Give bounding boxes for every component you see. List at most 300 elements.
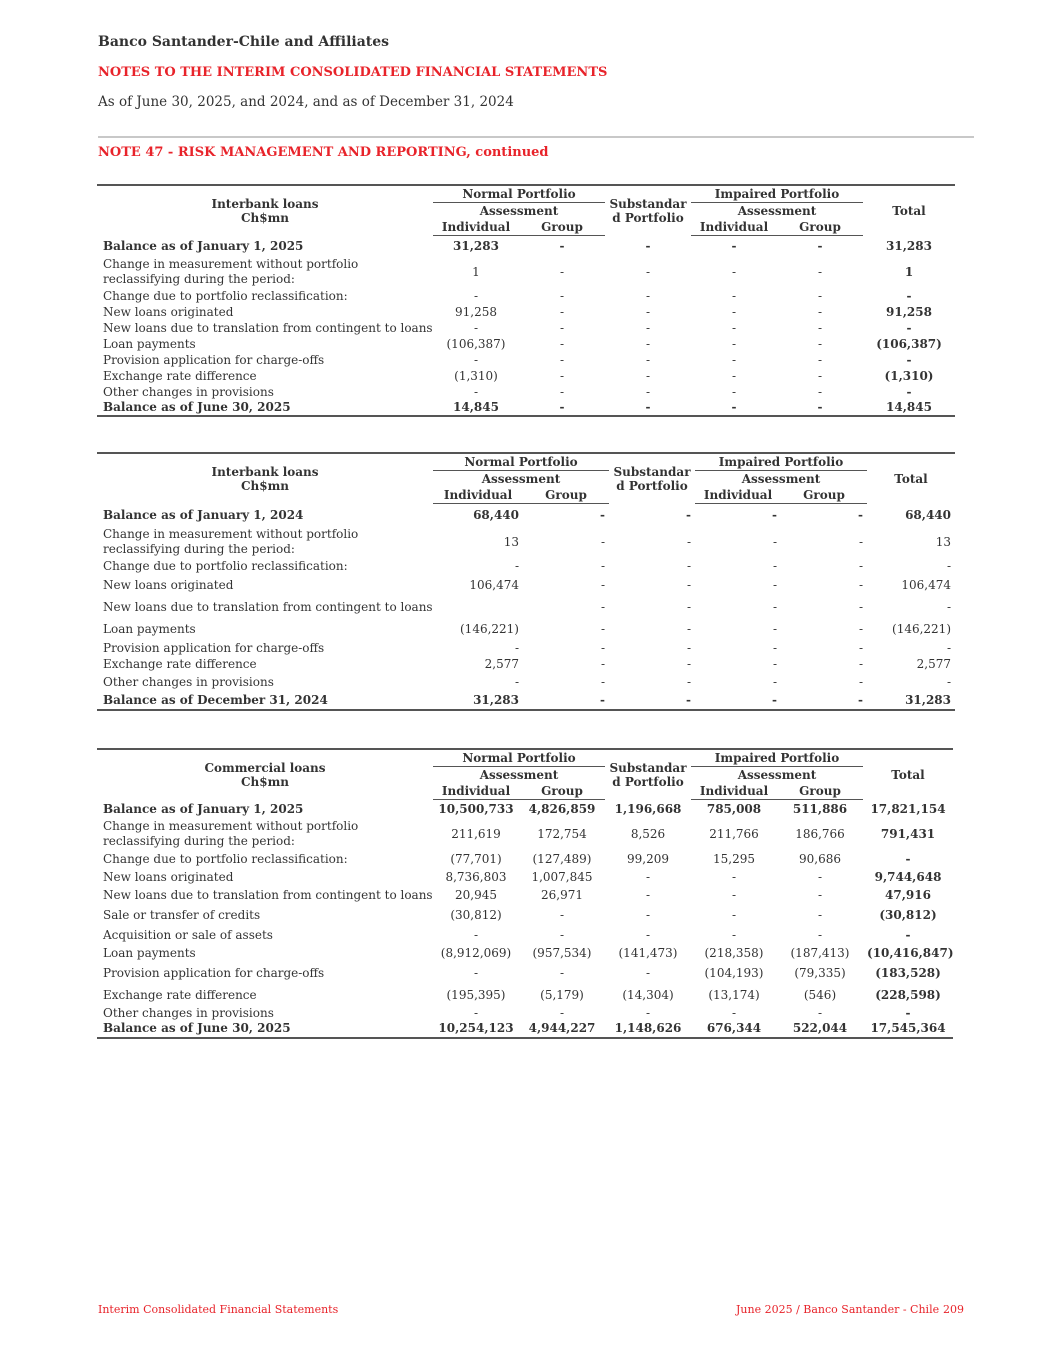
value-cell: -: [645, 304, 651, 319]
total-cell: -: [946, 558, 952, 573]
row-label: Provision application for charge-offs: [103, 965, 325, 980]
value-cell: -: [731, 368, 737, 383]
value-cell: -: [600, 674, 605, 689]
assessment-header: Assessment: [737, 768, 817, 782]
value-cell: -: [817, 288, 823, 303]
value-cell: -: [473, 352, 479, 367]
total-cell: (1,310): [884, 368, 934, 383]
value-cell: (77,701): [450, 851, 502, 866]
total-header: Total: [867, 453, 955, 504]
individual-header: Individual: [433, 219, 519, 236]
value-cell: (1,310): [454, 368, 498, 383]
value-cell: 1,007,845: [531, 869, 593, 884]
value-cell: -: [772, 558, 777, 573]
table-title: Interbank loans Ch$mn: [97, 453, 433, 504]
value-cell: -: [559, 384, 565, 399]
value-cell: -: [559, 264, 565, 279]
table-row: [97, 526, 955, 558]
value-cell: (141,473): [618, 945, 678, 960]
table-row: [97, 384, 955, 400]
value-cell: 26,971: [541, 887, 583, 902]
value-cell: -: [559, 304, 565, 319]
row-label: Provision application for charge-offs: [103, 640, 325, 655]
table-title: Commercial loans Ch$mn: [97, 749, 433, 800]
value-cell: -: [600, 621, 605, 636]
value-cell: -: [858, 640, 864, 655]
total-cell: -: [906, 384, 912, 399]
normal-portfolio-header: Normal Portfolio: [433, 185, 605, 203]
value-cell: -: [514, 674, 519, 689]
row-label: Balance as of January 1, 2024: [103, 507, 304, 522]
value-cell: -: [731, 288, 737, 303]
value-cell: -: [817, 887, 823, 902]
row-label: Other changes in provisions: [103, 384, 274, 399]
value-cell: -: [600, 640, 605, 655]
row-label: Change due to portfolio reclassification:: [103, 851, 348, 866]
value-cell: 99,209: [627, 851, 669, 866]
value-cell: 106,474: [469, 577, 519, 592]
total-cell: 9,744,648: [874, 869, 942, 884]
value-cell: -: [645, 352, 651, 367]
value-cell: 10,500,733: [438, 801, 514, 816]
value-cell: -: [645, 1005, 651, 1020]
row-label: Change in measurement without portfolio reclassifying during the period:: [103, 526, 359, 556]
table-row: [97, 868, 953, 886]
header-divider: [98, 136, 974, 138]
value-cell: -: [731, 907, 737, 922]
total-header: Total: [863, 749, 953, 800]
value-cell: 8,526: [630, 826, 666, 841]
total-cell: -: [946, 599, 952, 614]
value-cell: -: [559, 927, 565, 942]
value-cell: 68,440: [473, 507, 519, 522]
value-cell: -: [473, 320, 479, 335]
footer-left: Interim Consolidated Financial Statements: [98, 1303, 339, 1316]
group-header: Group: [519, 783, 605, 800]
value-cell: -: [772, 640, 777, 655]
row-label: Change in measurement without portfolio reclassifying during the period:: [103, 256, 359, 286]
table-row: [97, 818, 953, 850]
value-cell: -: [559, 907, 565, 922]
table-row: [97, 400, 955, 416]
value-cell: -: [600, 599, 605, 614]
value-cell: -: [473, 927, 479, 942]
table-row: [97, 558, 955, 574]
value-cell: 20,945: [455, 887, 497, 902]
assessment-header: Assessment: [737, 204, 817, 218]
row-label: Provision application for charge-offs: [103, 352, 325, 367]
value-cell: -: [772, 577, 777, 592]
group-header: Group: [777, 219, 863, 236]
value-cell: -: [645, 368, 651, 383]
value-cell: -: [817, 304, 823, 319]
value-cell: -: [858, 599, 864, 614]
value-cell: (13,174): [708, 987, 760, 1002]
value-cell: -: [645, 907, 651, 922]
value-cell: -: [645, 336, 651, 351]
value-cell: -: [645, 238, 651, 253]
value-cell: -: [731, 384, 737, 399]
impaired-portfolio-header: Impaired Portfolio: [695, 453, 867, 471]
total-cell: 47,916: [885, 887, 931, 902]
value-cell: -: [817, 352, 823, 367]
table-row: [97, 904, 953, 926]
value-cell: -: [731, 238, 737, 253]
group-header: Group: [777, 783, 863, 800]
value-cell: -: [559, 288, 565, 303]
value-cell: (546): [803, 987, 837, 1002]
table-row: [97, 288, 955, 304]
value-cell: -: [772, 534, 777, 549]
total-cell: -: [906, 288, 912, 303]
value-cell: -: [473, 384, 479, 399]
table-row: [97, 944, 953, 962]
total-cell: -: [946, 640, 952, 655]
total-cell: 1: [904, 264, 914, 279]
total-cell: (146,221): [892, 621, 952, 636]
total-cell: 106,474: [901, 577, 952, 592]
value-cell: -: [686, 599, 691, 614]
note-title: NOTE 47 - RISK MANAGEMENT AND REPORTING, continued: [98, 145, 549, 160]
substandard-portfolio-header: Substandar d Portfolio: [605, 749, 691, 800]
value-cell: -: [858, 621, 864, 636]
total-cell: (10,416,847): [867, 945, 954, 960]
value-cell: (8,912,069): [440, 945, 512, 960]
value-cell: (187,413): [790, 945, 850, 960]
value-cell: -: [645, 384, 651, 399]
row-label: New loans due to translation from contingent to loans: [103, 320, 433, 335]
value-cell: (104,193): [704, 965, 764, 980]
value-cell: -: [817, 264, 823, 279]
value-cell: -: [858, 534, 864, 549]
table-row: [97, 574, 955, 596]
assessment-header: Assessment: [479, 768, 559, 782]
total-cell: 31,283: [886, 238, 932, 253]
value-cell: 15,295: [713, 851, 755, 866]
assessment-header: Assessment: [479, 204, 559, 218]
total-cell: (30,812): [879, 907, 937, 922]
row-label: New loans originated: [103, 304, 234, 319]
value-cell: -: [817, 907, 823, 922]
value-cell: -: [858, 577, 864, 592]
value-cell: (79,335): [794, 965, 846, 980]
total-cell: 2,577: [916, 656, 952, 671]
table-row: [97, 368, 955, 384]
table-row: [97, 236, 955, 256]
row-label: Change in measurement without portfolio reclassifying during the period:: [103, 818, 359, 848]
footer-right: June 2025 / Banco Santander - Chile: [736, 1303, 940, 1316]
total-cell: 91,258: [886, 304, 932, 319]
table-row: [97, 926, 953, 944]
value-cell: -: [473, 965, 479, 980]
value-cell: (195,395): [446, 987, 506, 1002]
value-cell: -: [731, 869, 737, 884]
total-cell: 791,431: [880, 826, 936, 841]
table-row: [97, 640, 955, 656]
value-cell: 31,283: [453, 238, 499, 253]
total-header: Total: [863, 185, 955, 236]
value-cell: -: [817, 869, 823, 884]
total-cell: (183,528): [875, 965, 941, 980]
value-cell: 211,619: [451, 826, 501, 841]
table-row: [97, 320, 955, 336]
row-label: Acquisition or sale of assets: [103, 927, 273, 942]
value-cell: -: [600, 577, 605, 592]
row-label: Other changes in provisions: [103, 1005, 274, 1020]
value-cell: -: [817, 384, 823, 399]
assessment-header: Assessment: [481, 472, 561, 486]
row-label: Exchange rate difference: [103, 987, 257, 1002]
value-cell: 1,196,668: [614, 801, 682, 816]
value-cell: -: [731, 887, 737, 902]
value-cell: -: [473, 1005, 479, 1020]
individual-header: Individual: [433, 783, 519, 800]
value-cell: -: [645, 288, 651, 303]
table-row: [97, 336, 955, 352]
individual-header: Individual: [691, 219, 777, 236]
total-cell: -: [906, 320, 912, 335]
value-cell: -: [600, 558, 605, 573]
value-cell: -: [695, 692, 781, 710]
value-cell: (957,534): [532, 945, 592, 960]
company-name: Banco Santander-Chile and Affiliates: [98, 34, 390, 50]
total-cell: -: [905, 1005, 911, 1020]
value-cell: -: [514, 640, 519, 655]
table-title: Interbank loans Ch$mn: [97, 185, 433, 236]
group-header: Group: [781, 487, 867, 504]
total-cell: 68,440: [905, 507, 952, 522]
individual-header: Individual: [691, 783, 777, 800]
value-cell: (146,221): [460, 621, 519, 636]
row-label: Exchange rate difference: [103, 368, 257, 383]
value-cell: -: [559, 320, 565, 335]
value-cell: 522,044: [777, 1020, 863, 1038]
normal-portfolio-header: Normal Portfolio: [433, 453, 609, 471]
value-cell: 8,736,803: [445, 869, 507, 884]
row-label: Balance as of December 31, 2024: [97, 692, 433, 710]
table-row: [97, 304, 955, 320]
value-cell: 91,258: [455, 304, 497, 319]
table-row: [97, 850, 953, 868]
value-cell: 13: [503, 534, 519, 549]
value-cell: -: [731, 927, 737, 942]
value-cell: -: [772, 621, 777, 636]
total-cell: 13: [935, 534, 952, 549]
value-cell: -: [609, 692, 695, 710]
total-cell: -: [906, 352, 912, 367]
value-cell: -: [731, 264, 737, 279]
table-row: [97, 692, 955, 710]
table-row: [97, 672, 955, 692]
value-cell: -: [817, 238, 823, 253]
value-cell: -: [858, 507, 864, 522]
value-cell: 90,686: [799, 851, 841, 866]
value-cell: -: [600, 507, 605, 522]
value-cell: -: [817, 336, 823, 351]
value-cell: -: [645, 320, 651, 335]
total-cell: 17,545,364: [863, 1020, 953, 1038]
table-row: [97, 656, 955, 672]
value-cell: -: [772, 507, 777, 522]
value-cell: -: [817, 320, 823, 335]
value-cell: -: [686, 621, 691, 636]
value-cell: -: [645, 887, 651, 902]
value-cell: 10,254,123: [433, 1020, 519, 1038]
row-label: Balance as of June 30, 2025: [97, 400, 433, 416]
value-cell: -: [645, 965, 651, 980]
row-label: Loan payments: [103, 336, 196, 351]
value-cell: -: [559, 1005, 565, 1020]
table-row: [97, 886, 953, 904]
value-cell: -: [731, 352, 737, 367]
value-cell: -: [686, 640, 691, 655]
value-cell: 186,766: [795, 826, 845, 841]
value-cell: -: [686, 656, 691, 671]
value-cell: -: [777, 400, 863, 416]
total-cell: (106,387): [876, 336, 942, 351]
impaired-portfolio-header: Impaired Portfolio: [691, 185, 863, 203]
value-cell: 785,008: [706, 801, 762, 816]
value-cell: 211,766: [709, 826, 759, 841]
value-cell: -: [686, 558, 691, 573]
value-cell: -: [559, 352, 565, 367]
group-header: Group: [519, 219, 605, 236]
period-line: As of June 30, 2025, and 2024, and as of December 31, 2024: [98, 94, 514, 110]
table-row: [97, 962, 953, 984]
table-row: [97, 800, 953, 818]
substandard-portfolio-header: Substandar d Portfolio: [609, 453, 695, 504]
row-label: Exchange rate difference: [103, 656, 257, 671]
total-cell: 31,283: [867, 692, 955, 710]
commercial-loans-2025-table: [97, 748, 953, 1039]
value-cell: -: [686, 577, 691, 592]
value-cell: -: [731, 336, 737, 351]
row-label: Balance as of June 30, 2025: [97, 1020, 433, 1038]
row-label: New loans originated: [103, 577, 234, 592]
row-label: Other changes in provisions: [103, 674, 274, 689]
value-cell: 1: [472, 264, 480, 279]
row-label: New loans due to translation from contingent to loans: [103, 887, 433, 902]
value-cell: -: [559, 238, 565, 253]
value-cell: -: [858, 674, 864, 689]
row-label: Loan payments: [103, 945, 196, 960]
value-cell: -: [781, 692, 867, 710]
value-cell: -: [772, 656, 777, 671]
table-row: [97, 618, 955, 640]
value-cell: (5,179): [540, 987, 584, 1002]
group-header: Group: [523, 487, 609, 504]
interbank-loans-2025-table: [97, 184, 955, 417]
individual-header: Individual: [433, 487, 523, 504]
value-cell: -: [559, 965, 565, 980]
value-cell: [433, 596, 523, 618]
value-cell: -: [645, 927, 651, 942]
value-cell: (30,812): [450, 907, 502, 922]
value-cell: 31,283: [433, 692, 523, 710]
value-cell: -: [686, 674, 691, 689]
total-cell: (228,598): [875, 987, 941, 1002]
substandard-portfolio-header: Substandar d Portfolio: [605, 185, 691, 236]
value-cell: 172,754: [537, 826, 587, 841]
value-cell: -: [691, 400, 777, 416]
table-row: [97, 596, 955, 618]
value-cell: -: [731, 320, 737, 335]
value-cell: -: [731, 304, 737, 319]
value-cell: 4,944,227: [519, 1020, 605, 1038]
value-cell: -: [817, 927, 823, 942]
row-label: New loans due to translation from contingent to loans: [103, 599, 433, 614]
interbank-loans-2024-table: [97, 452, 955, 711]
value-cell: 1,148,626: [605, 1020, 691, 1038]
row-label: Balance as of January 1, 2025: [103, 238, 304, 253]
value-cell: -: [817, 1005, 823, 1020]
value-cell: -: [858, 558, 864, 573]
value-cell: -: [559, 368, 565, 383]
table-row: [97, 1020, 953, 1038]
value-cell: -: [858, 656, 864, 671]
value-cell: -: [817, 368, 823, 383]
value-cell: -: [514, 558, 519, 573]
page-number: 209: [943, 1303, 964, 1316]
individual-header: Individual: [695, 487, 781, 504]
value-cell: (106,387): [446, 336, 506, 351]
value-cell: 511,886: [792, 801, 848, 816]
value-cell: -: [605, 400, 691, 416]
value-cell: -: [645, 264, 651, 279]
value-cell: (218,358): [704, 945, 764, 960]
normal-portfolio-header: Normal Portfolio: [433, 749, 605, 767]
value-cell: -: [523, 692, 609, 710]
value-cell: -: [519, 400, 605, 416]
table-row: [97, 1006, 953, 1020]
value-cell: 2,577: [484, 656, 519, 671]
value-cell: 14,845: [433, 400, 519, 416]
row-label: Sale or transfer of credits: [103, 907, 261, 922]
table-row: [97, 256, 955, 288]
value-cell: -: [473, 288, 479, 303]
value-cell: -: [731, 1005, 737, 1020]
value-cell: -: [559, 336, 565, 351]
table-row: [97, 984, 953, 1006]
row-label: Balance as of January 1, 2025: [103, 801, 304, 816]
total-cell: -: [905, 927, 911, 942]
total-cell: -: [946, 674, 952, 689]
row-label: Loan payments: [103, 621, 196, 636]
table-row: [97, 352, 955, 368]
value-cell: -: [686, 534, 691, 549]
value-cell: -: [772, 674, 777, 689]
row-label: New loans originated: [103, 869, 234, 884]
value-cell: -: [686, 507, 691, 522]
assessment-header: Assessment: [741, 472, 821, 486]
total-cell: 17,821,154: [870, 801, 946, 816]
value-cell: -: [600, 656, 605, 671]
value-cell: (14,304): [622, 987, 674, 1002]
row-label: Change due to portfolio reclassification:: [103, 288, 348, 303]
value-cell: 4,826,859: [528, 801, 596, 816]
table-row: [97, 504, 955, 526]
value-cell: (127,489): [532, 851, 592, 866]
row-label: Change due to portfolio reclassification:: [103, 558, 348, 573]
document-subtitle: NOTES TO THE INTERIM CONSOLIDATED FINANCIAL STATEMENTS: [98, 65, 608, 80]
value-cell: 676,344: [691, 1020, 777, 1038]
value-cell: -: [645, 869, 651, 884]
value-cell: -: [772, 599, 777, 614]
total-cell: -: [905, 851, 911, 866]
total-cell: 14,845: [863, 400, 955, 416]
impaired-portfolio-header: Impaired Portfolio: [691, 749, 863, 767]
value-cell: -: [600, 534, 605, 549]
